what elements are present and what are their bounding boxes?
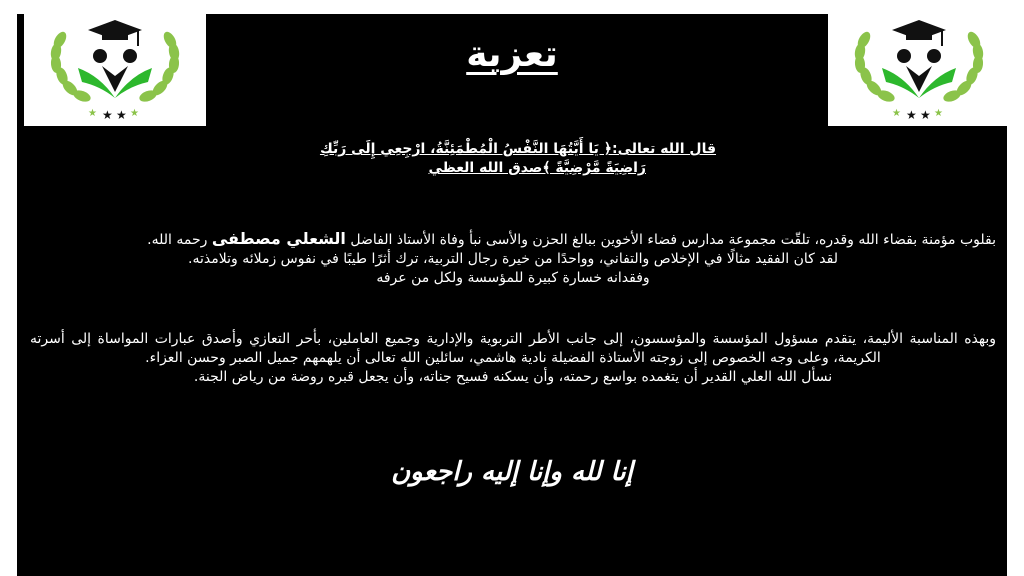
paragraph1-line-2: لقد كان الفقيد مثالًا في الإخلاص والتفاني، وواحدًا من خيرة رجال التربية، ترك أثرًا طيبًا في نفوس زملائه وتلامذته. [188, 251, 838, 267]
svg-text:★: ★ [88, 108, 97, 119]
verse-line-2: رَاضِيَةً مَّرْضِيَّةً ﴾صدق الله العظي [428, 160, 646, 176]
paragraph2-prayer: نسأل الله العلي القدير أن يتغمده بواسع رحمته، وأن يسكنه فسيح جناته، وأن يجعل قبره روضة من رياض الجنة. [193, 369, 833, 385]
svg-text:★: ★ [102, 108, 113, 122]
paragraph2-body: وبهذه المناسبة الأليمة، يتقدم مسؤول المؤسسة والمؤسسون، إلى جانب الأطر التربوية والإدارية وجميع العاملين، بأحر التعازي وأصدق عبارات المواساة إلى أسرته الكريمة، وعلى وجه الخصوص إلى زوجته الأستاذة الفضيلة نادية هاشمي، سائلين الله تعالى أن يلهمهم جميل الصبر وحسن العزاء. [30, 331, 996, 366]
svg-text:★: ★ [116, 108, 127, 122]
deceased-name: الشعلي مصطفى [211, 229, 346, 248]
condolence-paragraph-2 [30, 330, 996, 387]
svg-text:★: ★ [892, 108, 901, 119]
closing-phrase: إنا لله وإنا إليه راجعون [391, 457, 633, 487]
page-title: تعزية [466, 34, 558, 75]
paragraph1-line1-end: رحمه الله. [147, 232, 208, 248]
condolence-paragraph-1 [30, 229, 996, 288]
svg-text:★: ★ [130, 108, 139, 119]
verse-line-1: قال الله تعالى:﴿ يَا أَيَّتُهَا النَّفْسُ الْمُطْمَئِنَّةُ، ارْجِعِي إِلَى رَبِّكِ [319, 141, 716, 157]
svg-text:★: ★ [906, 108, 917, 122]
svg-text:★: ★ [920, 108, 931, 122]
paragraph1-line-3: وفقدانه خسارة كبيرة للمؤسسة ولكل من عرفه [376, 270, 650, 286]
quran-verse [300, 140, 716, 178]
paragraph1-line-1 [30, 229, 996, 250]
svg-text:★: ★ [934, 108, 943, 119]
paragraph1-line1-start: بقلوب مؤمنة بقضاء الله وقدره، تلقّت مجموعة مدارس فضاء الأخوين ببالغ الحزن والأسى نبأ وفاة الأستاذ الفاضل [350, 232, 996, 248]
